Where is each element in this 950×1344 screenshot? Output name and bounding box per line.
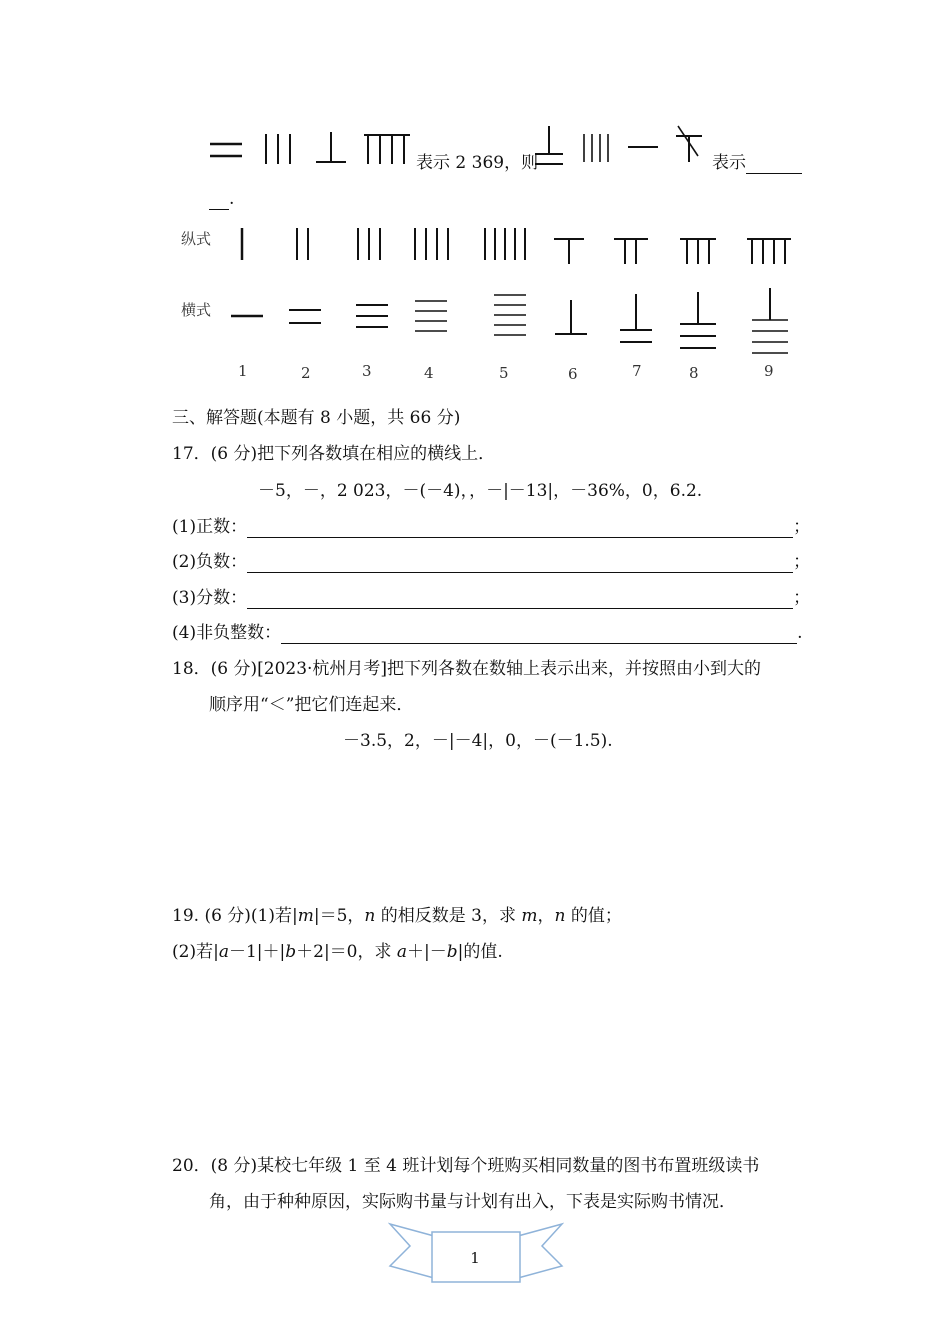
q16-represents-text: 表示 2 369，则 (416, 153, 539, 173)
rod-numeral-7-horizontal (533, 124, 565, 168)
q17-stem: 17．(6 分)把下列各数填在相应的横线上． (172, 444, 496, 464)
rod-horizontal-3 (354, 302, 390, 332)
rod-table-vertical-label: 纵式 (181, 230, 212, 248)
q17-part2-semicolon: ； (793, 552, 811, 572)
rod-number-1: 1 (238, 362, 248, 380)
section-heading: 三、解答题(本题有 8 小题，共 66 分) (172, 408, 461, 428)
rod-table-horizontal-label: 横式 (181, 301, 212, 319)
rod-horizontal-4 (413, 298, 449, 338)
q17-part1-blank[interactable] (247, 521, 793, 538)
q19-var-a-2: a (396, 942, 408, 962)
q17-part2-blank[interactable] (247, 556, 793, 573)
q19-p1-text-a: 19. (6 分)(1)若| (172, 906, 298, 926)
q19-var-a: a (218, 942, 229, 962)
q19-var-m: m (297, 906, 314, 926)
q19-p1-text-b: |＝5， (313, 906, 365, 926)
q19-var-n-2: n (554, 906, 566, 926)
rod-number-6: 6 (568, 365, 578, 383)
q19-p1-text-d: ， (537, 906, 555, 926)
rod-horizontal-8 (678, 290, 718, 352)
rod-vertical-4 (411, 226, 453, 262)
q19-part2 (172, 941, 503, 963)
q19-var-m-2: m (521, 906, 538, 926)
q17-part3-blank[interactable] (247, 592, 793, 609)
rod-number-8: 8 (689, 364, 699, 382)
q18-numbers: －3.5，2，－|－4|，0，－(－1.5). (343, 731, 613, 751)
q17-part2 (172, 551, 810, 573)
rod-horizontal-2 (287, 306, 323, 328)
rod-number-5: 5 (499, 364, 509, 382)
q17-part3-semicolon: ； (793, 588, 811, 608)
q19-p2-text-e: |的值. (457, 942, 503, 962)
rod-number-3: 3 (362, 362, 372, 380)
q18-stem-2: 顺序用“＜”把它们连起来． (209, 695, 414, 715)
rod-horizontal-9 (750, 286, 790, 358)
q19-p2-text-d: ＋|－ (407, 942, 447, 962)
q17-part3-label: (3)分数： (172, 588, 248, 608)
q17-numbers: －5，－，2 023，－(－4)，，－|－13|，－36%，0，6.2. (258, 481, 703, 501)
rod-vertical-2 (292, 226, 314, 262)
rod-vertical-1 (236, 226, 248, 262)
rod-number-4: 4 (424, 364, 434, 382)
q19-p2-text-a: (2)若| (172, 942, 219, 962)
q16-answer-blank[interactable] (746, 157, 802, 174)
q19-p2-text-b: －1|＋| (228, 942, 286, 962)
q17-part2-label: (2)负数： (172, 552, 248, 572)
rod-horizontal-6 (553, 298, 589, 338)
rod-numeral-6-horizontal (314, 130, 348, 166)
ribbon-left-tail (390, 1224, 434, 1278)
rod-vertical-6 (552, 236, 586, 266)
rod-vertical-3 (354, 226, 386, 262)
rod-numeral-2-horizontal (208, 140, 244, 162)
q17-part3 (172, 587, 810, 609)
q16-period: . (229, 189, 235, 209)
rod-vertical-7 (612, 236, 650, 266)
rod-number-2: 2 (301, 364, 311, 382)
q19-var-n: n (364, 906, 376, 926)
q16-answer-blank-cont (209, 188, 234, 210)
q16-represents-text-2 (712, 152, 802, 174)
rod-horizontal-5 (492, 292, 528, 342)
rod-number-9: 9 (764, 362, 774, 380)
q17-part1 (172, 516, 810, 538)
q19-var-b-2: b (446, 942, 458, 962)
rod-horizontal-1 (229, 310, 265, 322)
q20-stem: 20．(8 分)某校七年级 1 至 4 班计划每个班购买相同数量的图书布置班级读书 (172, 1156, 760, 1176)
q17-part1-semicolon: ； (793, 517, 811, 537)
q20-stem-2: 角，由于种种原因，实际购书量与计划有出入，下表是实际购书情况． (209, 1192, 736, 1212)
q17-part4-label: (4)非负整数： (172, 623, 282, 643)
q17-part4-blank[interactable] (281, 627, 797, 644)
rod-number-7: 7 (632, 362, 642, 380)
rod-horizontal-7 (618, 292, 654, 346)
q18-stem: 18．(6 分)[2023·杭州月考]把下列各数在数轴上表示出来，并按照由小到大的 (172, 659, 762, 679)
rod-vertical-9 (745, 236, 793, 266)
q19-p1-text-e: 的值； (565, 906, 622, 926)
ribbon-right-tail (518, 1224, 562, 1278)
rod-numeral-1-horizontal (626, 140, 660, 154)
q17-part1-label: (1)正数： (172, 517, 248, 537)
rod-vertical-5 (481, 226, 533, 262)
q17-part4-period: . (797, 623, 803, 643)
rod-numeral-9-vertical (362, 132, 412, 166)
q17-part4 (172, 622, 803, 644)
rod-numeral-6-vertical-crossed (672, 124, 706, 164)
rod-vertical-8 (678, 236, 718, 266)
page-number: 1 (470, 1249, 480, 1267)
q16-represents-label: 表示 (712, 153, 746, 173)
q16-answer-blank-2[interactable] (209, 193, 229, 210)
q19-part1 (172, 905, 622, 927)
q19-p1-text-c: 的相反数是 3，求 (375, 906, 522, 926)
q19-var-b: b (285, 942, 297, 962)
rod-numeral-4-vertical (580, 132, 614, 164)
rod-numeral-3-vertical (262, 132, 296, 166)
q19-p2-text-c: ＋2|＝0，求 (296, 942, 397, 962)
